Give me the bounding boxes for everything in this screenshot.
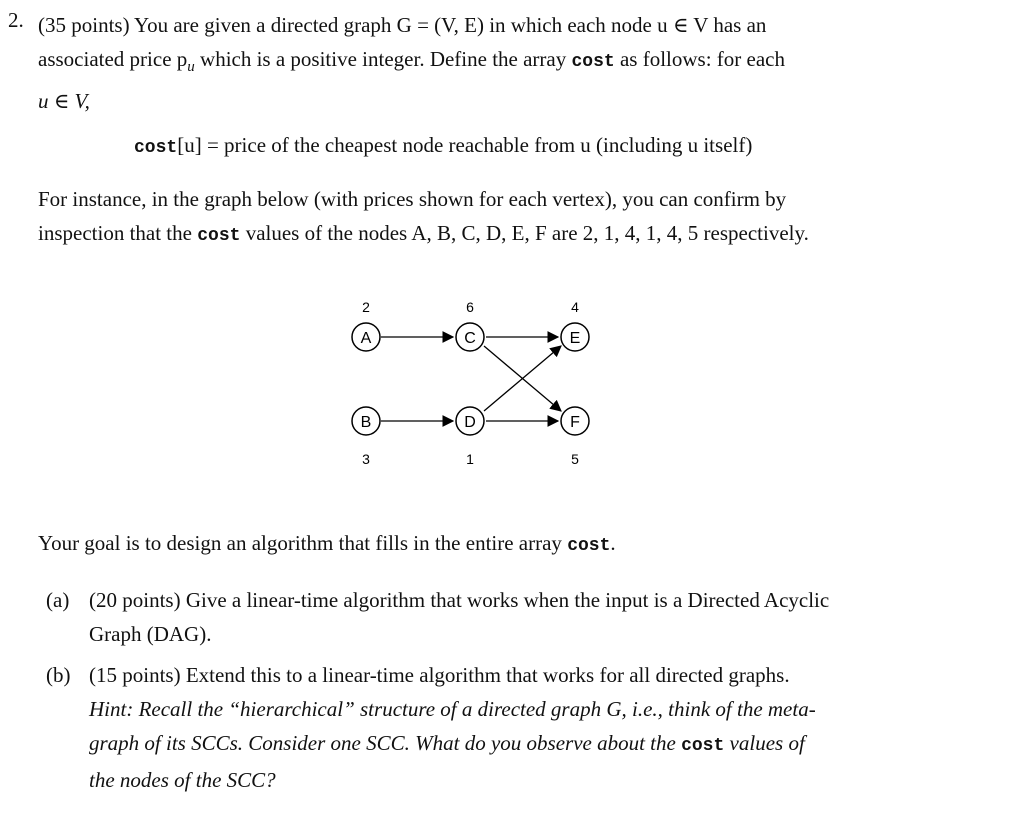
- intro-text-a: associated price p: [38, 47, 188, 71]
- node-a-label: A: [360, 330, 372, 347]
- node-f-price: 5: [571, 451, 579, 467]
- def-code: cost: [134, 138, 178, 158]
- hint-line-3: the nodes of the SCC?: [89, 768, 276, 792]
- node-d-label: D: [464, 414, 476, 431]
- node-b: [352, 407, 380, 467]
- part-b-line-1: (15 points) Extend this to a linear-time algorithm that works for all directed graphs.: [89, 663, 790, 687]
- node-c-price: 6: [466, 299, 474, 315]
- example-code: cost: [197, 226, 241, 246]
- hint-line-1: Hint: Recall the “hierarchical” structure of a directed graph G, i.e., think of the meta-: [89, 697, 816, 721]
- intro-text-b: which is a positive integer. Define the array: [194, 47, 572, 71]
- part-a-label: (a): [46, 588, 70, 612]
- node-c-label: C: [464, 330, 476, 347]
- hint-text-a: graph of its SCCs. Consider one SCC. What do you observe about the: [89, 731, 682, 755]
- intro-line-3: u ∈ V,: [38, 89, 90, 114]
- part-b-text: [89, 658, 966, 797]
- part-b-label: (b): [46, 663, 71, 687]
- node-e-price: 4: [571, 299, 579, 315]
- node-f-label: F: [570, 414, 580, 431]
- example-text-b: values of the nodes A, B, C, D, E, F are 2, 1, 4, 1, 4, 5 respectively.: [240, 221, 809, 245]
- node-e: [561, 299, 589, 351]
- node-a: [352, 299, 380, 351]
- node-b-label: B: [360, 414, 372, 431]
- cost-code: cost: [571, 52, 615, 72]
- def-text: [u] = price of the cheapest node reachable from u (including u itself): [177, 133, 753, 157]
- goal-text-b: .: [610, 531, 616, 555]
- hint-code: cost: [681, 736, 725, 756]
- hint-line-2: [89, 726, 966, 763]
- example-line-1: For instance, in the graph below (with prices shown for each vertex), you can confirm by: [38, 187, 787, 211]
- node-f: [561, 407, 589, 467]
- goal-paragraph: [38, 526, 968, 563]
- example-text-a: inspection that the: [38, 221, 198, 245]
- part-a-line-2: Graph (DAG).: [89, 622, 212, 646]
- question-number: 2.: [8, 8, 24, 32]
- node-b-price: 3: [362, 451, 370, 467]
- goal-code: cost: [567, 536, 611, 556]
- node-a-price: 2: [362, 299, 370, 315]
- node-e-label: E: [569, 330, 581, 347]
- node-d-price: 1: [466, 451, 474, 467]
- node-c: [456, 299, 484, 351]
- goal-text-a: Your goal is to design an algorithm that fills in the entire array: [38, 531, 568, 555]
- node-d: [456, 407, 484, 467]
- part-a-text: [89, 583, 966, 651]
- hint-text-b: values of: [724, 731, 805, 755]
- intro-line-1: (35 points) You are given a directed graph G = (V, E) in which each node u ∈ V has an: [38, 13, 767, 37]
- part-a-line-1: (20 points) Give a linear-time algorithm that works when the input is a Directed Acyclic: [89, 588, 830, 612]
- price-subscript: u: [187, 59, 195, 76]
- intro-text-c: as follows: for each: [614, 47, 785, 71]
